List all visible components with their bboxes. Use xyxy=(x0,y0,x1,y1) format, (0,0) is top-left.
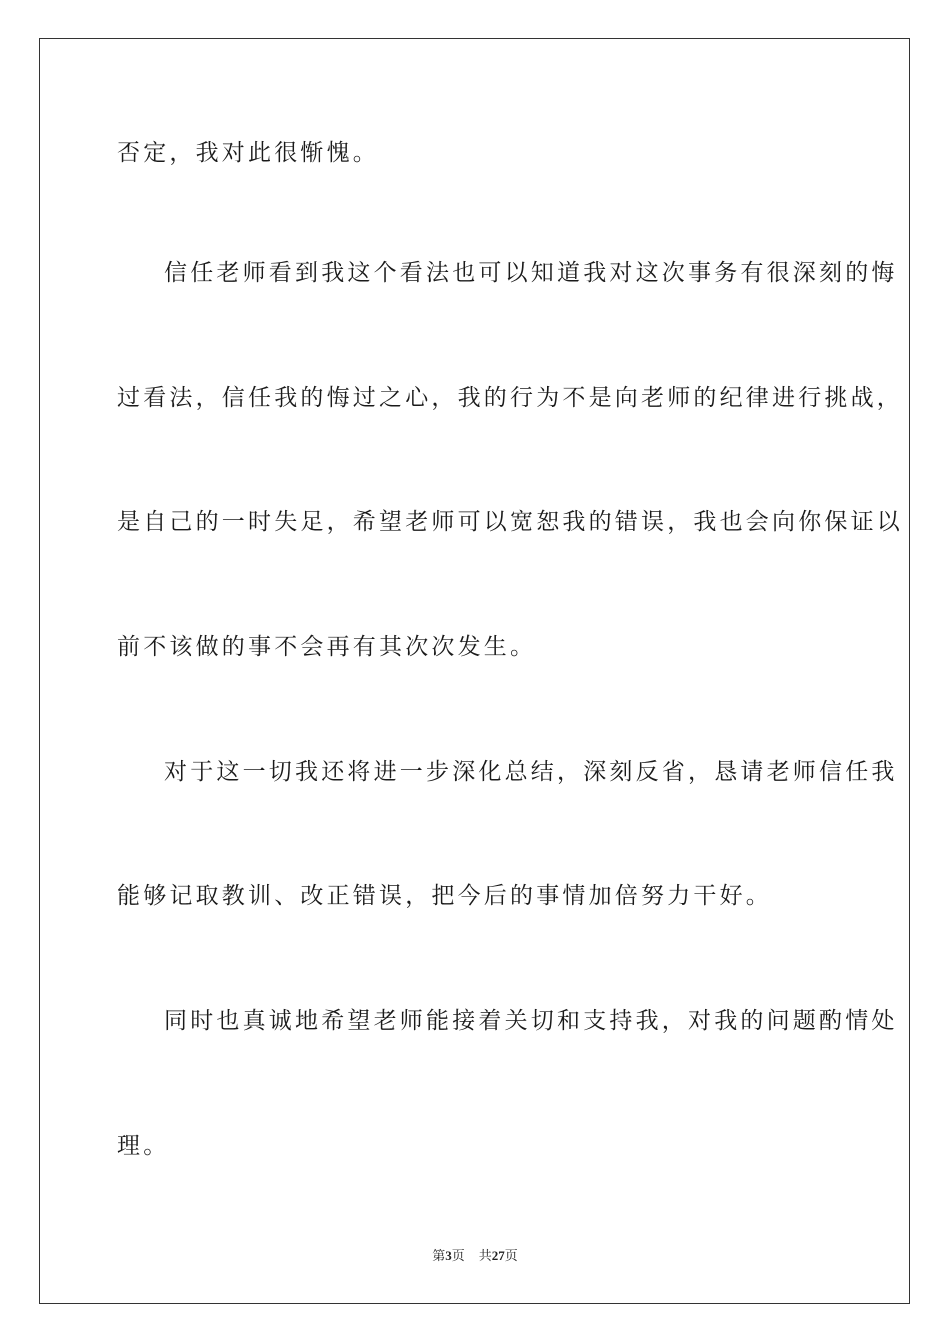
paragraph-line-9: 理。 xyxy=(117,1133,170,1159)
paragraph-line-3: 过看法，信任我的悔过之心，我的行为不是向老师的纪律进行挑战， xyxy=(117,385,903,411)
page-prefix: 第 xyxy=(432,1249,446,1264)
paragraph-line-4: 是自己的一时失足，希望老师可以宽恕我的错误，我也会向你保证以 xyxy=(117,509,903,535)
total-indicator xyxy=(479,1249,518,1264)
paragraph-line-5: 前不该做的事不会再有其次次发生。 xyxy=(117,634,537,660)
page-border xyxy=(39,38,910,1304)
paragraph-line-8: 同时也真诚地希望老师能接着关切和支持我，对我的问题酌情处 xyxy=(164,1008,898,1034)
page-number: 3 xyxy=(445,1248,452,1263)
paragraph-line-2: 信任老师看到我这个看法也可以知道我对这次事务有很深刻的悔 xyxy=(164,260,898,286)
total-pages: 27 xyxy=(491,1248,505,1263)
page-indicator xyxy=(432,1249,465,1264)
total-prefix: 共 xyxy=(478,1249,492,1264)
paragraph-line-7: 能够记取教训、改正错误，把今后的事情加倍努力干好。 xyxy=(117,883,772,909)
page-footer xyxy=(0,1247,950,1266)
page-suffix: 页 xyxy=(451,1249,465,1264)
paragraph-line-1: 否定，我对此很惭愧。 xyxy=(117,140,379,166)
total-suffix: 页 xyxy=(504,1249,518,1264)
paragraph-line-6: 对于这一切我还将进一步深化总结，深刻反省，恳请老师信任我 xyxy=(164,759,898,785)
